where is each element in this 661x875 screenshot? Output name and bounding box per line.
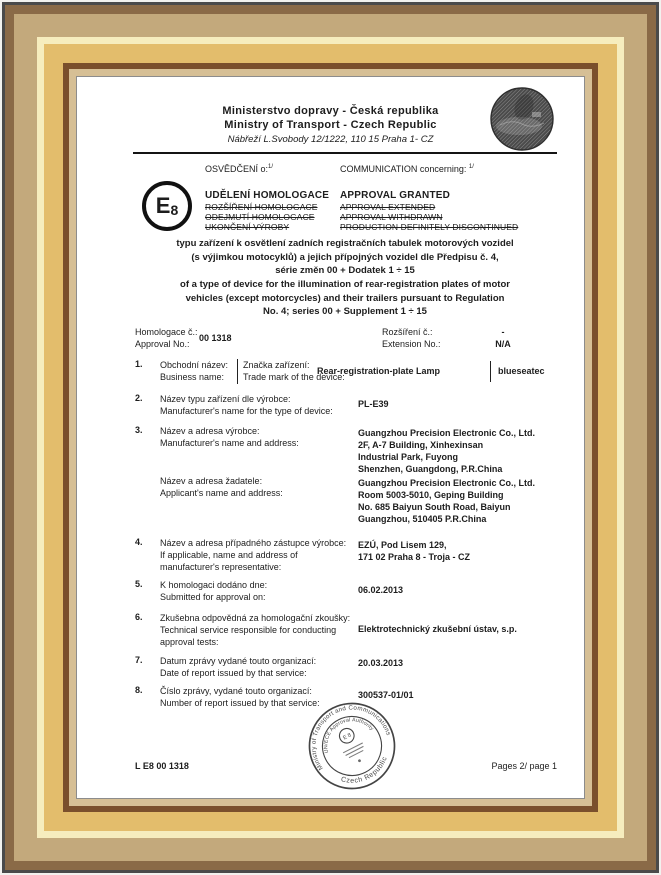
item-3-value: Guangzhou Precision Electronic Co., Ltd. 2F, A-7 Building, Xinhexinsan Industrial Park, Fuyong Shenzhen, Guangdong, P.R.China xyxy=(358,428,536,474)
approval-withdrawn-en: APPROVAL WITHDRAWN xyxy=(340,212,443,222)
approval-granted-cs: UDĚLENÍ HOMOLOGACE xyxy=(205,190,330,201)
item-2-label: Název typu zařízení dle výrobce: Manufacturer's name for the type of device: xyxy=(160,394,333,416)
item-4-value: EZÚ, Pod Lisem 129, 171 02 Praha 8 - Troja - CZ xyxy=(358,540,471,562)
footnote-mark: 1/ xyxy=(468,164,474,170)
frame-inner-tan-line xyxy=(69,69,592,806)
item-4-number: 4. xyxy=(135,537,143,547)
approval-options-cs xyxy=(205,189,337,232)
ministry-name-en: Ministry of Transport - Czech Republic xyxy=(224,119,437,131)
production-discontinued-en: PRODUCTION DEFINITELY DISCONTINUED xyxy=(340,222,519,232)
item-1-label-divider xyxy=(237,359,238,384)
item-3-applicant-value: Guangzhou Precision Electronic Co., Ltd. Room 5003-5010, Geping Building No. 685 Baiyun South Road, Baiyun Guangzhou, 510405 P.R.China xyxy=(358,478,536,524)
frame-cream-line xyxy=(37,37,624,838)
item-6-number: 6. xyxy=(135,612,143,622)
item-1-label-business-name: Obchodní název: Business name: xyxy=(160,360,229,382)
embossed-seal-icon xyxy=(488,85,556,153)
item-3-label: Název a adresa výrobce: Manufacturer's name and address: xyxy=(160,426,299,448)
approval-extended-en: APPROVAL EXTENDED xyxy=(340,202,436,212)
stamp-center-mark: E 8 xyxy=(342,732,353,742)
footer-reference: L E8 00 1318 xyxy=(135,761,189,771)
header-divider xyxy=(133,152,557,154)
frame-gold-band xyxy=(44,44,617,831)
item-1-label-trademark: Značka zařízení: Trade mark of the device: xyxy=(243,360,345,382)
item-1-value-divider xyxy=(490,361,491,382)
extension-no-value: - N/A xyxy=(495,327,511,349)
approval-withdrawn-cs: ODEJMUTÍ HOMOLOGACE xyxy=(205,212,315,222)
ministry-name-cs: Ministerstvo dopravy - Česká republika xyxy=(222,105,439,117)
item-8-value: 300537-01/01 xyxy=(358,690,414,700)
item-6-label: Zkušebna odpovědná za homologační zkoušky: Technical service responsible for conducting approval tests: xyxy=(160,613,351,647)
item-7-number: 7. xyxy=(135,655,143,665)
item-2-value: PL-E39 xyxy=(358,399,389,409)
approval-no-value: 00 1318 xyxy=(199,333,232,343)
subject-en: of a type of device for the illumination of rear-registration plates of motor vehicles (except motorcycles) and their trailers pursuant to Regulation No. 4; series 00 + Supplement 1 ÷ 15 xyxy=(180,279,510,317)
item-4-label: Název a adresa případného zástupce výrobce: If applicable, name and address of manufacturer's representative: xyxy=(160,538,347,572)
e8-mark-icon: E 8 xyxy=(142,181,192,231)
communication-label-en: COMMUNICATION concerning: $^{1/}$ xyxy=(340,164,474,174)
frame-brown-band xyxy=(5,5,656,870)
stamp-bottom-arc-text: Czech Republic xyxy=(340,755,389,785)
approval-granted-en: APPROVAL GRANTED xyxy=(340,190,451,201)
item-1-value-device: Rear-registration-plate Lamp xyxy=(317,366,441,376)
item-2-number: 2. xyxy=(135,393,143,403)
certificate-page xyxy=(76,76,585,799)
frame-dark-brown-line xyxy=(63,63,598,812)
item-6-value: Elektrotechnický zkušební ústav, s.p. xyxy=(358,624,517,634)
approval-options-en xyxy=(340,189,570,232)
production-discontinued-cs: UKONČENÍ VÝROBY xyxy=(205,222,290,232)
item-1-number: 1. xyxy=(135,359,143,369)
extension-no-label: Rozšíření č.: Extension No.: xyxy=(382,327,441,349)
subject-cs: typu zařízení k osvětlení zadních registračních tabulek motorových vozidel (s výjimkou motocyklů) a jejich přípojných vozidel dle Předpisu č. 4, série změn 00 + Dodatek 1 ÷ 15 xyxy=(176,238,514,276)
footnote-mark: 1/ xyxy=(268,164,274,170)
item-1-value-trademark: blueseatec xyxy=(498,366,545,376)
approval-extended-cs: ROZŠÍŘENÍ HOMOLOGACE xyxy=(205,202,318,212)
approval-no-label: Homologace č.: Approval No.: xyxy=(135,327,198,349)
item-7-value: 20.03.2013 xyxy=(358,658,404,668)
frame-tan-band xyxy=(14,14,647,861)
footer-page-indicator: Pages 2/ page 1 xyxy=(491,761,557,771)
stamp-inner-arc-text: UN/ECE Approval Authority xyxy=(323,717,375,754)
stamp-outer-arc-text: Ministry of Transport and Communications xyxy=(310,704,392,772)
item-3-applicant-label: Název a adresa žadatele: Applicant's name and address: xyxy=(160,476,283,498)
item-5-label: K homologaci dodáno dne: Submitted for approval on: xyxy=(160,580,268,602)
item-8-label: Číslo zprávy, vydané touto organizací: Number of report issued by that service: xyxy=(160,686,320,708)
frame-dark-edge xyxy=(2,2,659,873)
communication-label-cs: OSVĚDČENÍ o:$^{1/}$ xyxy=(205,164,274,174)
ministry-address: Nábřeží L.Svobody 12/1222, 110 15 Praha 1- CZ xyxy=(227,134,434,145)
item-7-label: Datum zprávy vydané touto organizací: Date of report issued by that service: xyxy=(160,656,317,678)
item-5-value: 06.02.2013 xyxy=(358,585,404,595)
item-8-number: 8. xyxy=(135,685,143,695)
item-5-number: 5. xyxy=(135,579,143,589)
item-3-number: 3. xyxy=(135,425,143,435)
